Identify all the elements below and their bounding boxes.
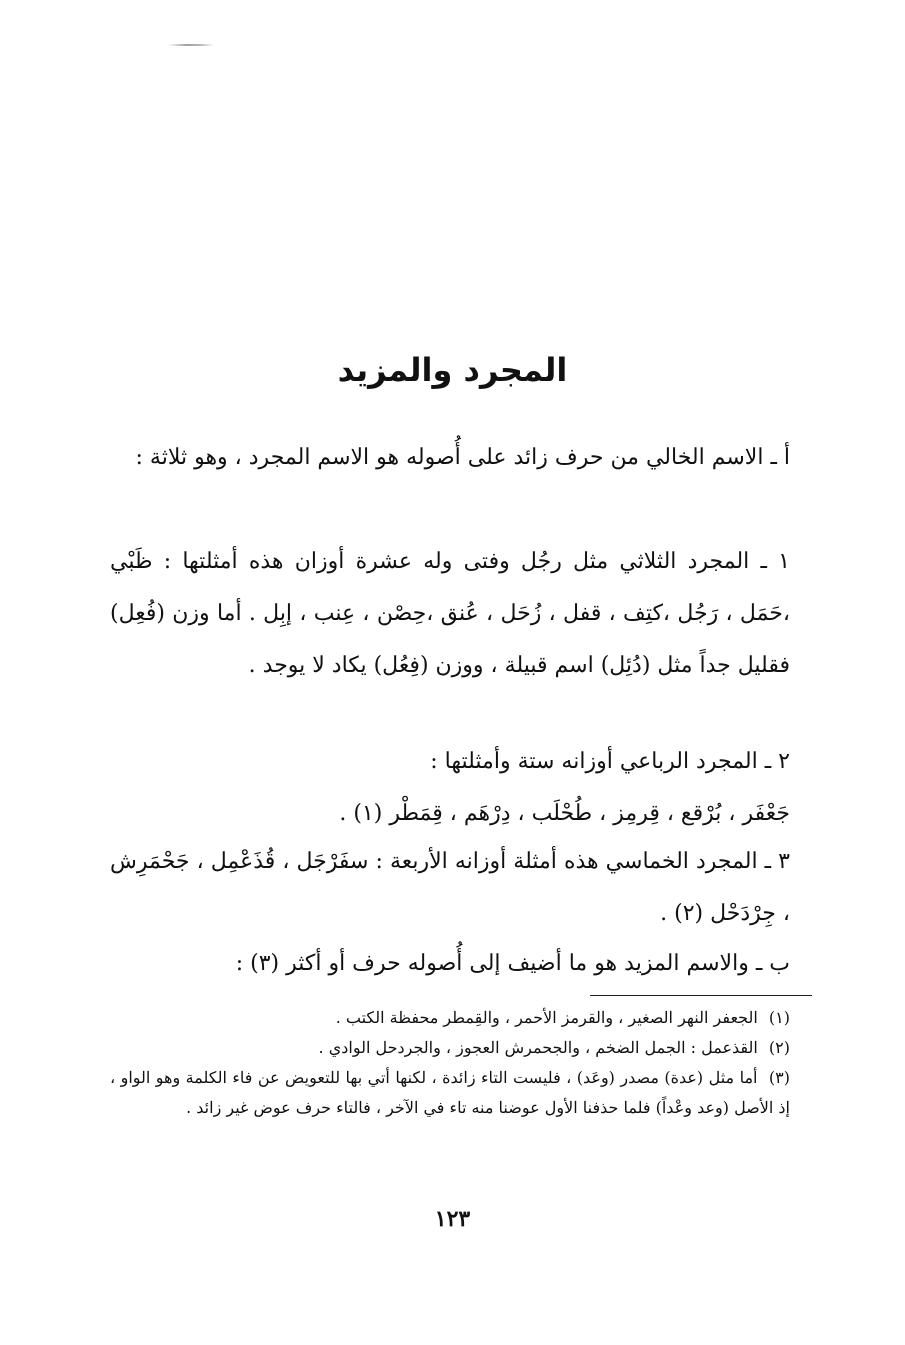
footnote-1-number: (١) <box>768 1008 790 1027</box>
footnote-1-text: الجعفر النهر الصغير ، والقرمز الأحمر ، والقِمطر محفظة الكتب . <box>335 1008 758 1027</box>
paragraph-item-1 <box>110 536 790 692</box>
item-b-text: ب ـ والاسم المزيد هو ما أضيف إلى أُصوله حرف أو أكثر (٣) : <box>235 951 790 976</box>
item-2-text: ٢ ـ المجرد الرباعي أوزانه ستة وأمثلتها : <box>430 749 790 774</box>
item-1-text: ١ ـ المجرد الثلاثي مثل رجُل وفتى وله عشرة أوزان هذه أمثلتها : ظَبْي ،حَمَل ، رَجُل ،كتِف ، قفل ، زُحَل ، عُنق ،حِصْن ، عِنب ، إبِل . أما وزن (فُعِل) فقليل جداً مثل (دُئِل) اسم قبيلة ، ووزن (فِعُل) يكاد لا يوجد . <box>110 549 790 678</box>
footnotes <box>110 1003 790 1123</box>
section-title: المجرد والمزيد <box>337 351 568 390</box>
footnote-divider <box>590 995 812 996</box>
paragraph-item-b <box>110 938 790 990</box>
footnote-3-text: أما مثل (عدة) مصدر (وعَد) ، فليست التاء زائدة ، لكنها أتي بها للتعويض عن فاء الكلمة وهو الواو ، إذ الأصل (وعد وعْداً) فلما حذفنا الأول عوضنا منه تاء في الآخر ، فالتاء حرف عوض غير زائد . <box>110 1068 790 1117</box>
footnote-3-number: (٣) <box>768 1068 790 1087</box>
scan-artifact-mark <box>168 44 214 46</box>
footnote-2-text: القذعمل : الجمل الضخم ، والجحمرش العجوز ، والجردحل الوادي . <box>318 1038 758 1057</box>
item-2-examples: جَعْفَر ، بُرْقع ، قِرمِز ، طُحْلَب ، دِرْهَم ، قِمَطْر (١) . <box>339 801 790 826</box>
paragraph-item-3 <box>110 836 790 940</box>
footnote-2-number: (٢) <box>768 1038 790 1057</box>
footnote-3 <box>110 1063 790 1123</box>
item-3-text: ٣ ـ المجرد الخماسي هذه أمثلة أوزانه الأربعة : سفَرْجَل ، قُذَعْمِل ، جَحْمَرِش ، جِرْدَحْل (٢) . <box>110 849 790 926</box>
paragraph-item-2 <box>110 736 790 840</box>
footnote-1 <box>110 1003 790 1033</box>
footnote-2 <box>110 1033 790 1063</box>
paragraph-intro <box>110 432 790 484</box>
paragraph-intro-text: أ ـ الاسم الخالي من حرف زائد على أُصوله هو الاسم المجرد ، وهو ثلاثة : <box>135 445 790 470</box>
page-number: ١٢٣ <box>434 1206 471 1232</box>
